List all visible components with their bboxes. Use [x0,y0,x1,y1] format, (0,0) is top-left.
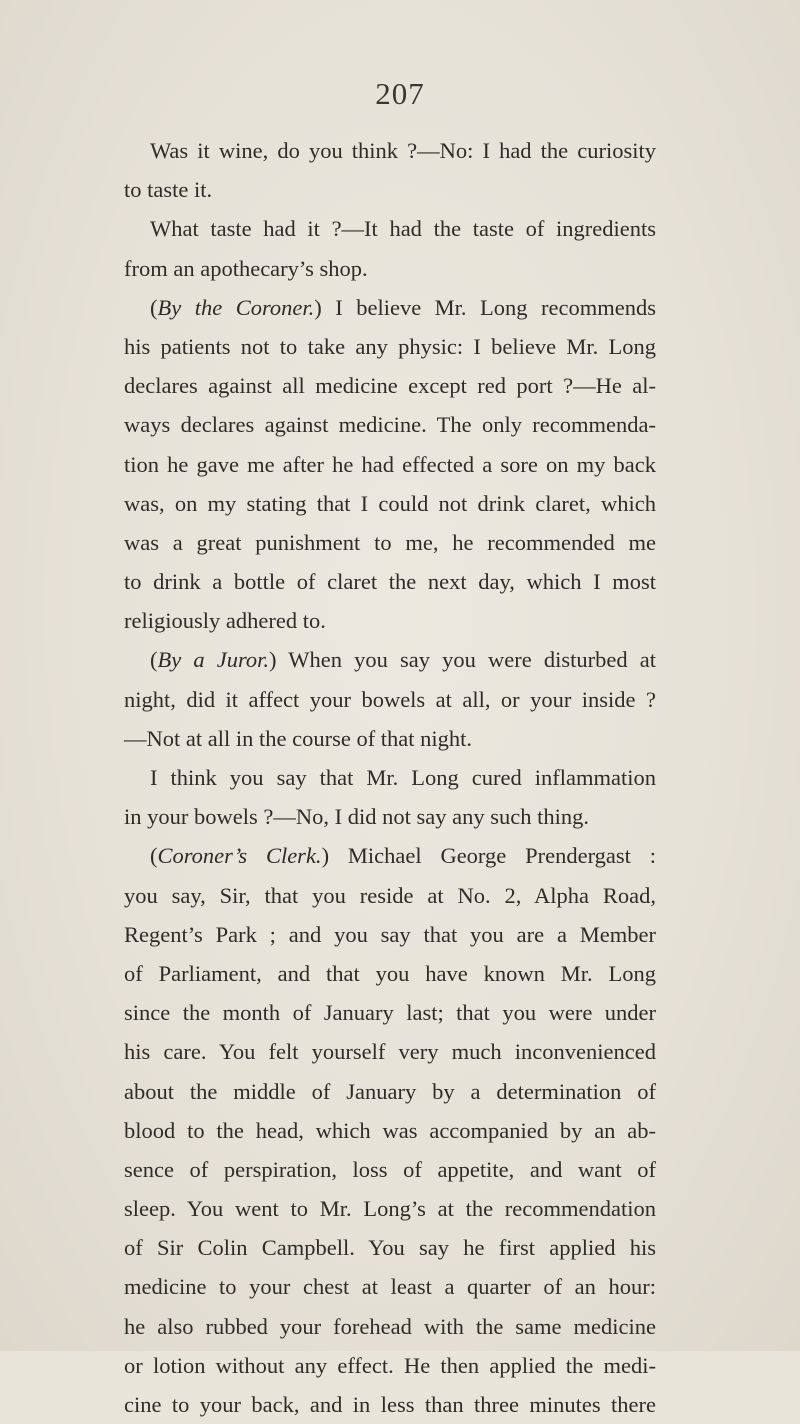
text-line: of Parliament, and that you have known Mr. Long [124,960,656,986]
text-line: you say, Sir, that you reside at No. 2, Alpha Road, [124,882,656,908]
text-line: to taste it. [124,177,213,203]
text-line: his patients not to take any physic: I believe Mr. Long [124,333,656,359]
text-line: —Not at all in the course of that night. [124,725,473,751]
text-line: about the middle of January by a determination of [124,1078,656,1104]
text-line: (By a Juror.) When you say you were disturbed at [150,647,656,673]
text-line: What taste had it ?—It had the taste of ingredients [150,216,656,242]
text-line: since the month of January last; that you were under [124,1000,656,1026]
text-line: was, on my stating that I could not drink claret, which [124,490,656,516]
text-line: cine to your back, and in less than three minutes there [124,1392,656,1417]
text-line: in your bowels ?—No, I did not say any such thing. [124,804,589,830]
text-line: (By the Coroner.) I believe Mr. Long recommends [150,294,656,320]
text-line: Was it wine, do you think ?—No: I had the curiosity [150,138,656,163]
text-line: sence of perspiration, loss of appetite, and want of [124,1156,656,1182]
text-line: was a great punishment to me, he recommended me [124,529,656,555]
text-line: ways declares against medicine. The only recommenda- [124,412,656,438]
text-line: of Sir Colin Campbell. You say he first applied his [124,1235,656,1261]
text-line: to drink a bottle of claret the next day, which I most [124,569,656,595]
text-line: from an apothecary’s shop. [124,255,368,281]
body-text [124,131,656,1424]
text-line: declares against all medicine except red port ?—He al- [124,373,656,399]
text-line: his care. You felt yourself very much inconvenienced [124,1039,656,1065]
text-line: religiously adhered to. [124,608,326,634]
text-line: he also rubbed your forehead with the same medicine [124,1313,656,1339]
text-line: tion he gave me after he had effected a sore on my back [124,451,656,477]
text-line: (Coroner’s Clerk.) Michael George Prendergast : [150,843,656,869]
text-line: blood to the head, which was accompanied by an ab- [124,1117,656,1143]
text-line: or lotion without any effect. He then applied the medi- [124,1352,656,1378]
page-number: 207 [375,76,425,111]
text-line: medicine to your chest at least a quarter of an hour: [124,1274,656,1300]
text-line: sleep. You went to Mr. Long’s at the recommendation [124,1196,656,1222]
text-line: night, did it affect your bowels at all, or your inside ? [124,686,656,712]
text-line: Regent’s Park ; and you say that you are a Member [124,921,656,947]
text-line: I think you say that Mr. Long cured inflammation [150,765,656,790]
